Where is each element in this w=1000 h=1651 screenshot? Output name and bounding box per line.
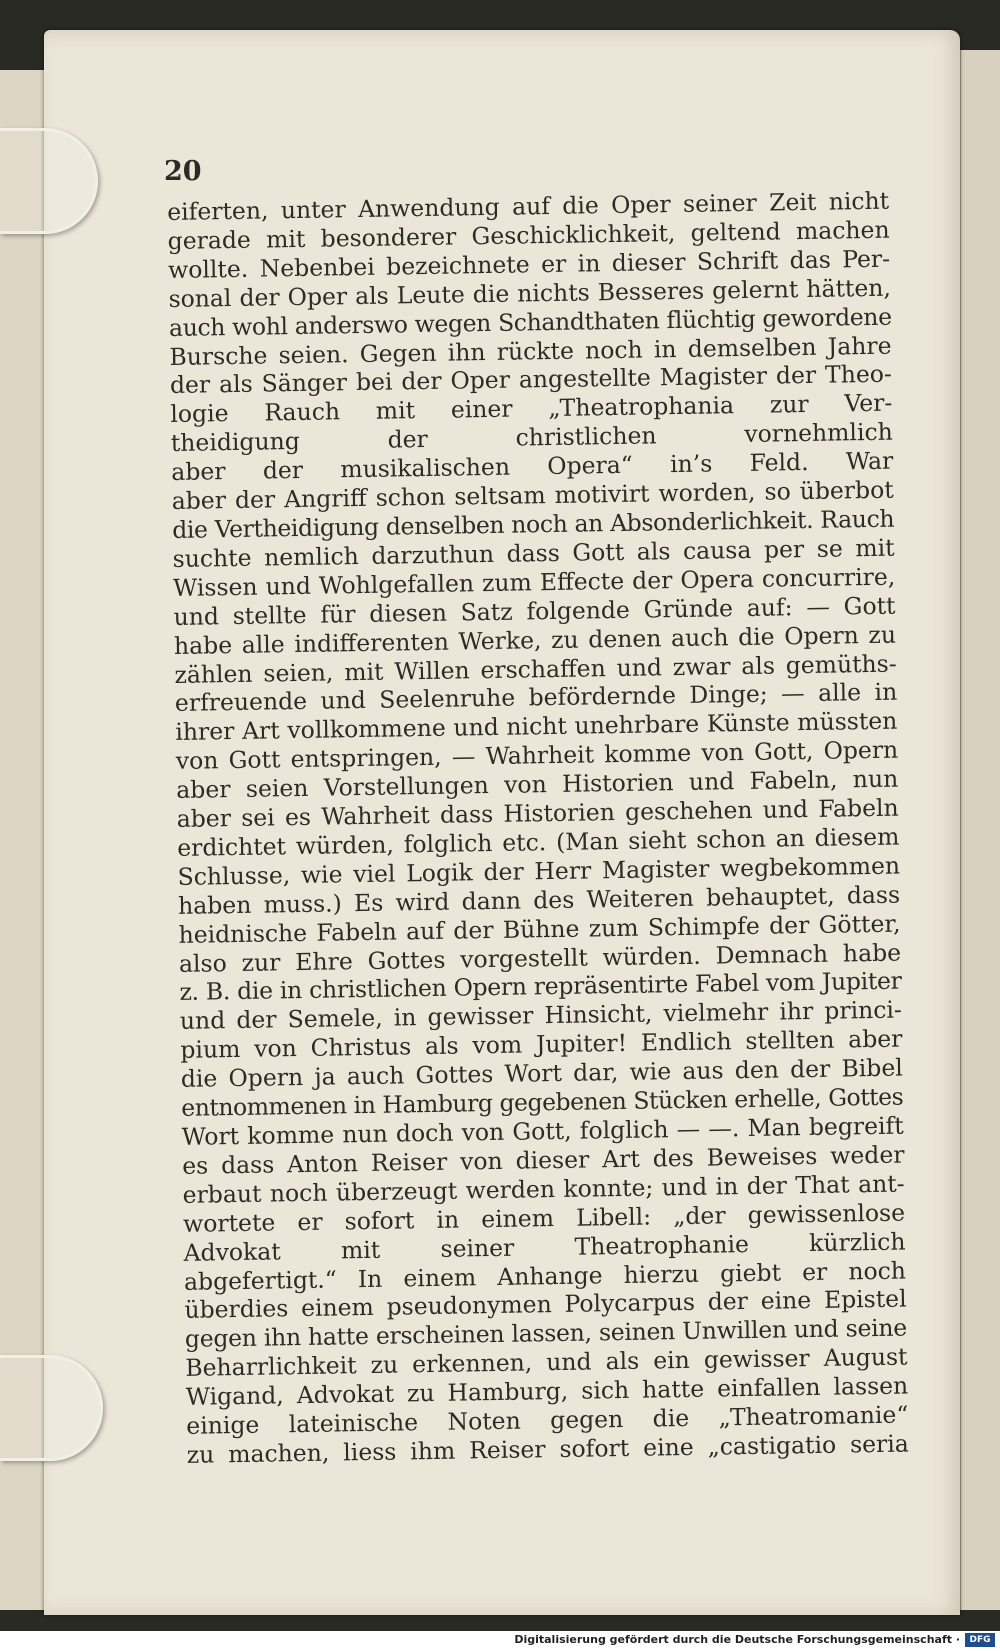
text-line: auch wohl anderswo wegen Schandthaten flüchtig gewordene — [168, 302, 892, 342]
text-line: Wigand, Advokat zu Hamburg, sich hatte einfallen lassen — [185, 1371, 909, 1412]
text-line: Advokat mit seiner Theatrophanie kürzlich — [183, 1227, 906, 1267]
text-line: sonal der Oper als Leute die nichts Besseres gelernt hätten, — [168, 273, 892, 313]
text-line: zu machen, liess ihm Reiser sofort eine „castigatio seria — [186, 1429, 910, 1469]
text-line: erfreuende und Seelenruhe befördernde Dinge; — alle in — [174, 677, 898, 718]
text-line: und der Semele, in gewisser Hinsicht, vielmehr ihr princi- — [179, 995, 903, 1036]
text-line: heidnische Fabeln auf der Bühne zum Schimpfe der Götter, — [178, 909, 901, 949]
body-text — [167, 187, 909, 1470]
text-line: Schlusse, wie viel Logik der Herr Magister wegbekommen — [177, 851, 901, 891]
text-line: von Gott entspringen, — Wahrheit komme von Gott, Opern — [175, 735, 899, 776]
text-line: also zur Ehre Gottes vorgestellt würden. Demnach habe — [178, 938, 902, 978]
text-line: und stellte für diesen Satz folgende Gründe auf: — Gott — [173, 591, 896, 631]
text-line: ihrer Art vollkommene und nicht unehrbare Künste müssten — [175, 706, 898, 747]
funding-credit: Digitalisierung gefördert durch die Deutsche Forschungsgemeinschaft · — [514, 1633, 960, 1646]
text-line: es dass Anton Reiser von dieser Art des Beweises weder — [181, 1140, 905, 1180]
text-line: erdichtet würden, folglich etc. (Man sieht schon an diesem — [176, 822, 900, 862]
dfg-logo: DFG — [965, 1633, 995, 1647]
text-line: wollte. Nebenbei bezeichnete er in dieser Schrift das Per- — [167, 244, 891, 284]
text-line: habe alle indifferenten Werke, zu denen auch die Opern zu — [173, 620, 897, 660]
text-line: überdies einem pseudonymen Polycarpus der eine Epistel — [184, 1284, 907, 1325]
text-line: Wort komme nun doch von Gott, folglich — —. Man begreift — [181, 1111, 904, 1151]
text-line: die Vertheidigung denselben noch an Absonderlichkeit. Rauch — [171, 504, 895, 544]
text-line: aber sei es Wahrheit dass Historien geschehen und Fabeln — [176, 793, 899, 833]
text-line: wortete er sofort in einem Libell: „der gewissenlose — [182, 1198, 906, 1238]
text-line: Bursche seien. Gegen ihn rückte noch in demselben Jahre — [169, 331, 892, 371]
text-line: haben muss.) Es wird dann des Weiteren behauptet, dass — [177, 880, 901, 920]
text-line: abgefertigt.“ In einem Anhange hierzu giebt er noch — [183, 1256, 907, 1296]
text-line: einige lateinische Noten gegen die „Theatromanie“ — [186, 1400, 909, 1440]
text-line: zählen seien, mit Willen erschaffen und zwar als gemüths- — [174, 649, 897, 689]
page-clip-bottom — [0, 1355, 103, 1461]
text-line: pium von Christus als vom Jupiter! Endlich stellten aber — [180, 1024, 903, 1065]
text-line: Wissen und Wohlgefallen zum Effecte der Opera concurrire, — [172, 562, 896, 602]
text-line: z. B. die in christlichen Opern repräsentirte Fabel vom Jupiter — [179, 967, 902, 1007]
text-line: theidigung der christlichen vornehmlich — [170, 417, 893, 458]
page-number: 20 — [164, 156, 202, 187]
text-line: aber der Angriff schon seltsam motivirt worden, so überbot — [171, 475, 894, 516]
text-line: Beharrlichkeit zu erkennen, und als ein gewisser August — [185, 1342, 908, 1383]
text-line: erbaut noch überzeugt werden konnte; und in der That ant- — [182, 1169, 905, 1209]
text-line: aber der musikalischen Opera“ in’s Feld. War — [171, 446, 894, 487]
text-line: eiferten, unter Anwendung auf die Oper seiner Zeit nicht — [167, 186, 890, 226]
text-line: logie Rauch mit einer „Theatrophania zur Ver- — [170, 388, 893, 429]
text-line: die Opern ja auch Gottes Wort dar, wie aus den der Bibel — [180, 1053, 903, 1094]
text-line: entnommenen in Hamburg gegebenen Stücken erhelle, Gottes — [181, 1082, 904, 1122]
page-stack-edge — [960, 50, 1000, 1610]
text-line: der als Sänger bei der Oper angestellte Magister der Theo- — [169, 360, 893, 400]
text-line: suchte nemlich darzuthun dass Gott als causa per se mit — [172, 533, 895, 573]
text-line: aber seien Vorstellungen von Historien und Fabeln, nun — [176, 764, 899, 805]
text-line: gegen ihn hatte erscheinen lassen, seinen Unwillen und seine — [184, 1313, 908, 1354]
text-line: gerade mit besonderer Geschicklichkeit, geltend machen — [167, 215, 890, 255]
